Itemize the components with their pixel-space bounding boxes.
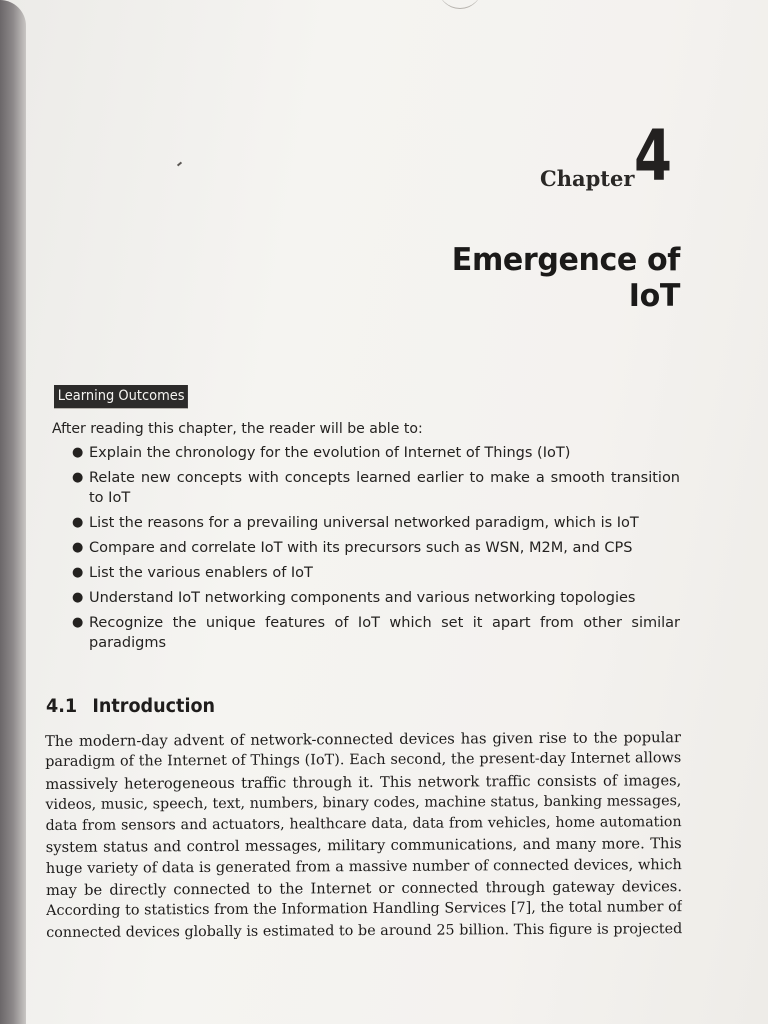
section-heading bbox=[46, 696, 215, 717]
list-item-text: Recognize the unique features of IoT which set it apart from other similar paradigms bbox=[89, 615, 680, 651]
section-number: 4.1 bbox=[46, 696, 78, 717]
chapter-number: 4 bbox=[634, 115, 673, 197]
list-item bbox=[68, 538, 680, 558]
paragraph-line: may be directly connected to the Internet or connected through gateway devices. bbox=[45, 878, 683, 900]
bullet-icon: ● bbox=[72, 540, 84, 555]
section-body-paragraph bbox=[45, 727, 682, 944]
list-item-text: Explain the chronology for the evolution of Internet of Things (IoT) bbox=[89, 445, 571, 461]
chapter-label: Chapter bbox=[540, 166, 635, 191]
bullet-icon: ● bbox=[72, 515, 84, 530]
list-item-text: List the reasons for a prevailing universal networked paradigm, which is IoT bbox=[89, 515, 639, 531]
bullet-icon: ● bbox=[72, 445, 84, 460]
paragraph-line: paradigm of the Internet of Things (IoT). Each second, the present-day Internet allows bbox=[45, 750, 682, 771]
bullet-icon: ● bbox=[72, 615, 84, 630]
list-item-text: Understand IoT networking components and various networking topologies bbox=[89, 590, 636, 606]
list-item bbox=[68, 513, 680, 533]
paragraph-line: massively heterogeneous traffic through it. This network traffic consists of images, bbox=[45, 771, 682, 793]
paragraph-line: According to statistics from the Information Handling Services [7], the total number of bbox=[46, 899, 683, 920]
list-item bbox=[68, 468, 680, 508]
paragraph-line: system status and control messages, military communications, and many more. This bbox=[45, 835, 682, 857]
stray-ink-mark bbox=[177, 162, 182, 167]
learning-outcomes-heading: Learning Outcomes bbox=[54, 385, 188, 409]
bullet-icon: ● bbox=[72, 590, 84, 605]
bullet-icon: ● bbox=[72, 565, 84, 580]
list-item bbox=[68, 588, 680, 608]
list-item-text: Relate new concepts with concepts learned earlier to make a smooth transition to IoT bbox=[89, 470, 680, 506]
paragraph-line: The modern-day advent of network-connected devices has given rise to the popular bbox=[45, 729, 682, 750]
paragraph-line: huge variety of data is generated from a massive number of connected devices, which bbox=[45, 856, 682, 877]
list-item bbox=[68, 563, 680, 583]
paragraph-line: videos, music, speech, text, numbers, binary codes, machine status, banking messages, bbox=[45, 793, 682, 813]
bullet-icon: ● bbox=[72, 470, 84, 485]
list-item bbox=[68, 443, 680, 463]
learning-outcomes-list bbox=[68, 443, 680, 658]
section-title: Introduction bbox=[92, 696, 216, 717]
learning-outcomes-intro: After reading this chapter, the reader will be able to: bbox=[52, 421, 423, 437]
list-item-text: List the various enablers of IoT bbox=[89, 565, 313, 581]
chapter-title: Emergence of IoT bbox=[451, 242, 680, 314]
paragraph-line: connected devices globally is estimated to be around 25 billion. This figure is projected bbox=[46, 920, 683, 941]
list-item bbox=[68, 613, 680, 653]
book-binding-edge bbox=[0, 0, 26, 1024]
page-edge-mark bbox=[438, 0, 482, 9]
list-item-text: Compare and correlate IoT with its precursors such as WSN, M2M, and CPS bbox=[89, 540, 633, 556]
paragraph-line: data from sensors and actuators, healthcare data, data from vehicles, home automation bbox=[45, 814, 682, 835]
